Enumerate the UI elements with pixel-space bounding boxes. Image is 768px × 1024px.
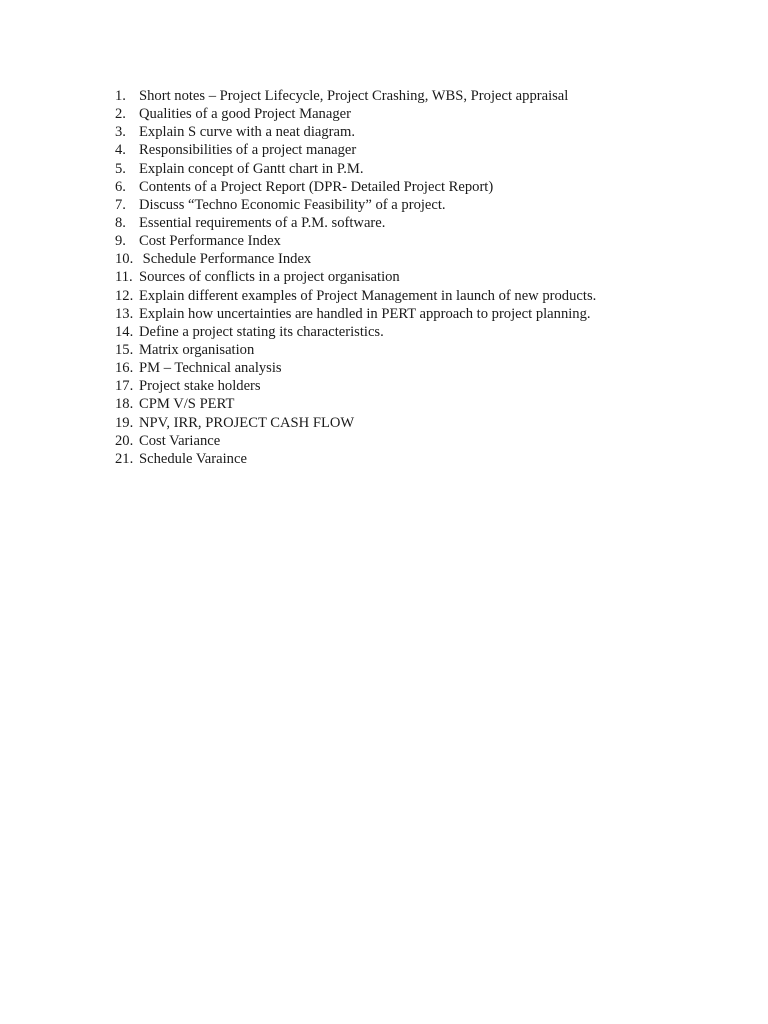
item-text: Explain concept of Gantt chart in P.M. (139, 160, 364, 177)
list-item (115, 250, 596, 268)
item-number: 20. (115, 432, 134, 449)
list-item (115, 432, 596, 450)
list-item (115, 178, 596, 196)
item-text: Define a project stating its characteristics. (139, 323, 384, 340)
list-item (115, 123, 596, 141)
list-item (115, 287, 596, 305)
item-text: Project stake holders (139, 378, 261, 395)
list-item (115, 395, 596, 413)
item-text: NPV, IRR, PROJECT CASH FLOW (139, 414, 355, 431)
question-list (115, 87, 596, 468)
item-number: 14. (115, 323, 134, 340)
item-number: 15. (115, 341, 134, 358)
item-text: Matrix organisation (139, 341, 255, 358)
list-item (115, 305, 596, 323)
item-text: CPM V/S PERT (139, 396, 235, 413)
item-number: 3. (115, 124, 126, 141)
item-text: Sources of conflicts in a project organisation (139, 269, 400, 286)
list-item (115, 377, 596, 395)
list-item (115, 160, 596, 178)
item-number: 2. (115, 106, 126, 123)
item-number: 19. (115, 414, 134, 431)
item-number: 21. (115, 450, 134, 467)
list-item (115, 141, 596, 159)
item-number: 17. (115, 378, 134, 395)
item-text: Essential requirements of a P.M. software. (139, 214, 386, 231)
item-text: PM – Technical analysis (139, 360, 282, 377)
item-number: 1. (115, 88, 126, 104)
list-item (115, 232, 596, 250)
list-item (115, 196, 596, 214)
list-item (115, 214, 596, 232)
item-number: 7. (115, 196, 126, 213)
item-number: 6. (115, 178, 126, 195)
list-item (115, 414, 596, 432)
list-item (115, 87, 596, 105)
item-number: 16. (115, 360, 134, 377)
list-item (115, 268, 596, 286)
item-text: Qualities of a good Project Manager (139, 106, 351, 123)
item-text: Discuss “Techno Economic Feasibility” of a project. (139, 196, 446, 213)
item-number: 10. (115, 251, 134, 268)
item-text: Cost Performance Index (139, 233, 281, 250)
item-text: Explain how uncertainties are handled in PERT approach to project planning. (139, 305, 591, 322)
list-item (115, 359, 596, 377)
item-number: 9. (115, 233, 126, 250)
item-text: Contents of a Project Report (DPR- Detailed Project Report) (139, 178, 494, 195)
item-number: 11. (115, 269, 133, 286)
item-text: Schedule Varaince (139, 450, 247, 467)
item-text: Cost Variance (139, 432, 221, 449)
item-number: 18. (115, 396, 134, 413)
item-number: 8. (115, 214, 126, 231)
item-number: 5. (115, 160, 126, 177)
item-text: Responsibilities of a project manager (139, 142, 357, 159)
item-text: Explain S curve with a neat diagram. (139, 124, 355, 141)
list-item (115, 450, 596, 468)
list-item (115, 341, 596, 359)
item-text: Schedule Performance Index (139, 251, 312, 268)
item-number: 12. (115, 287, 134, 304)
item-text: Short notes – Project Lifecycle, Project Crashing, WBS, Project appraisal (139, 88, 569, 104)
item-text: Explain different examples of Project Management in launch of new products. (139, 287, 597, 304)
item-number: 4. (115, 142, 126, 159)
list-item (115, 105, 596, 123)
item-number: 13. (115, 305, 134, 322)
list-item (115, 323, 596, 341)
